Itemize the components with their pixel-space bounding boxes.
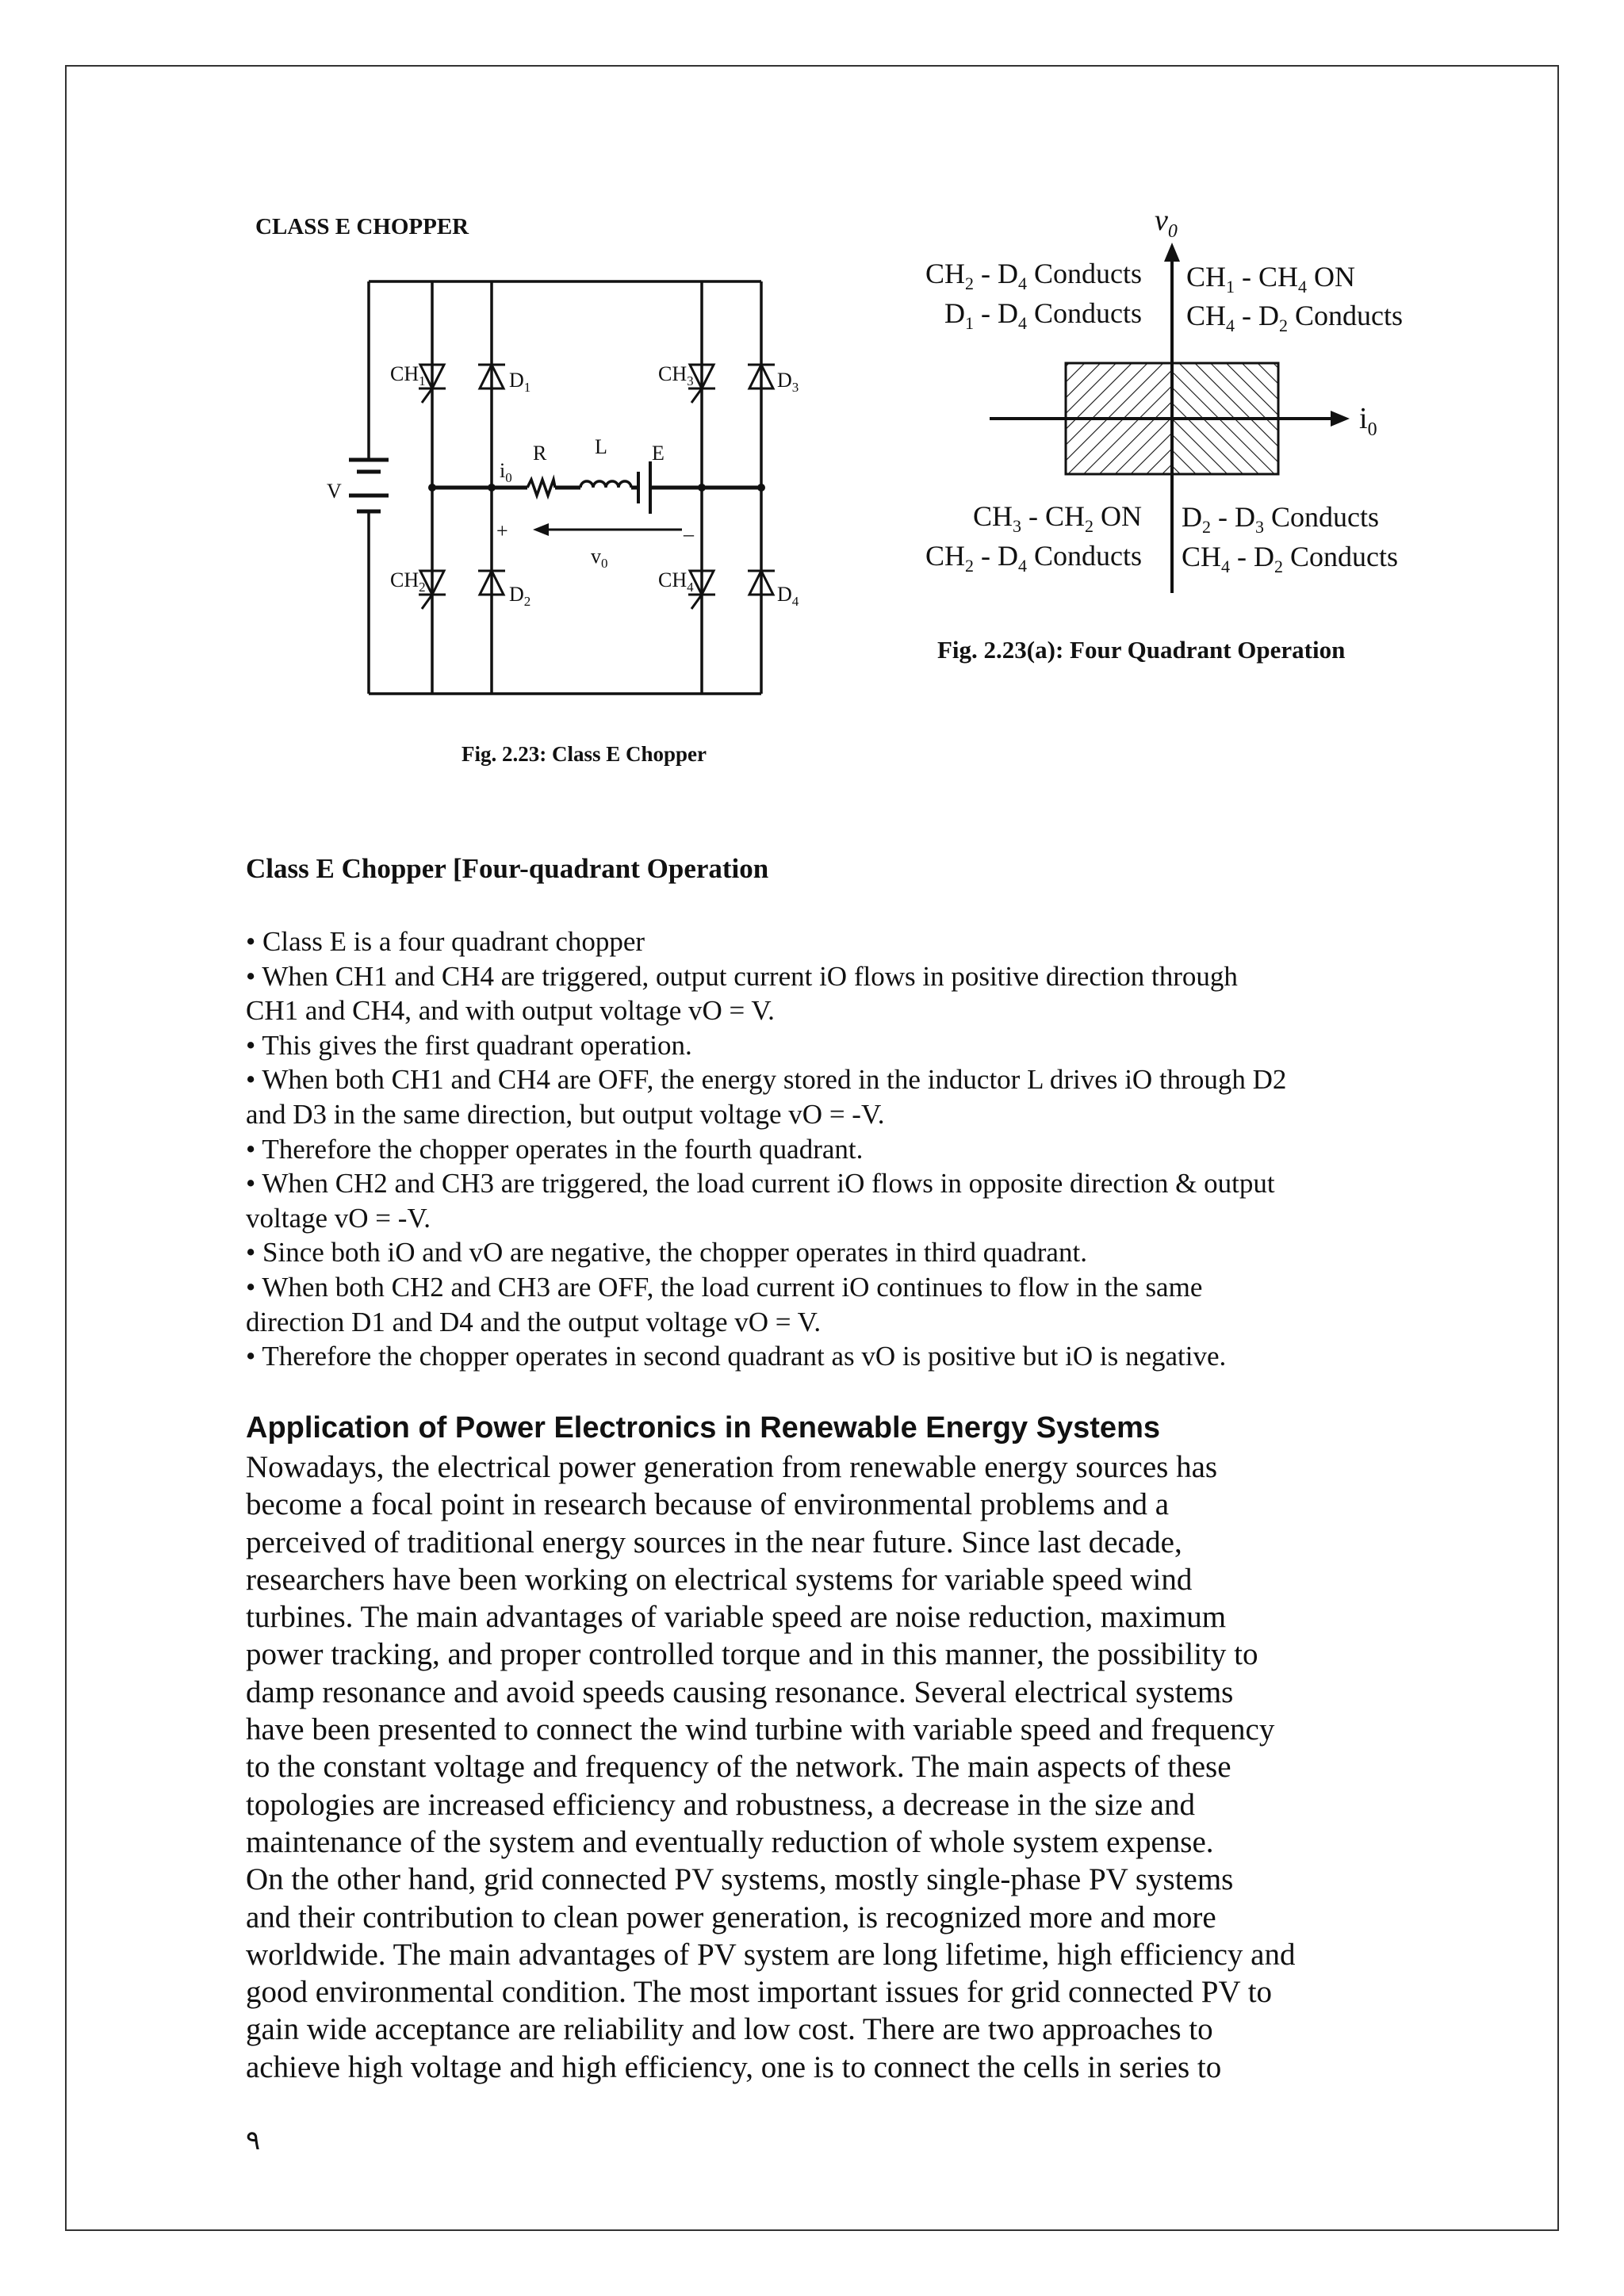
label-ch2: CH [390,568,419,591]
bullet-line: • When both CH2 and CH3 are OFF, the load current iO continues to flow in the same [246,1271,1203,1303]
paragraph-line: damp resonance and avoid speeds causing resonance. Several electrical systems [246,1674,1234,1709]
label-ch4: CH [658,568,688,591]
label-ch1-sub: 1 [419,373,426,388]
paragraph-line: good environmental condition. The most important issues for grid connected PV to [246,1975,1273,2010]
paragraph-line: to the constant voltage and frequency of the network. The main aspects of these [246,1750,1231,1785]
label-ch4-sub: 4 [687,580,694,595]
svg-text:v0 [1155,204,1178,242]
label-ch1: CH [390,362,419,385]
label-d1-sub: 1 [523,380,531,395]
svg-text:D1 [509,369,530,395]
bullet-list [246,924,1388,1374]
label-r: R [533,442,547,465]
bullet-line: • Since both iO and vO are negative, the chopper operates in third quadrant. [246,1237,1087,1269]
svg-text:D4 [777,583,799,609]
paragraph-line: topologies are increased efficiency and robustness, a decrease in the size and [246,1787,1195,1822]
bullet-line: and D3 in the same direction, but output voltage vO = -V. [246,1098,885,1130]
paragraph-line: have been presented to connect the wind turbine with variable speed and frequency [246,1712,1275,1747]
application-paragraph [246,1448,1396,2086]
axis-y-label: v [1155,204,1168,237]
q2-line2: $D_1 - D_4$ Conducts [944,297,1142,333]
paragraph-line: researchers have been working on electrical systems for variable speed wind [246,1562,1193,1597]
label-vo-sub: 0 [601,556,608,571]
circuit-title: CLASS E CHOPPER [255,214,469,239]
label-v: V [327,480,342,503]
y-axis-arrow [1164,243,1180,262]
bullet-line: • Class E is a four quadrant chopper [246,926,645,957]
x-axis-arrow [1331,411,1350,427]
q1-line2: $CH_4 - D_2$ Conducts [1186,300,1404,335]
bullet-line: • When both CH1 and CH4 are OFF, the energy stored in the inductor L drives iO through D2 [246,1064,1287,1096]
label-io-sub: 0 [505,470,512,485]
paragraph-line: worldwide. The main advantages of PV system are long lifetime, high efficiency and [246,1937,1296,1972]
paragraph-line: perceived of traditional energy sources in the near future. Since last decade, [246,1525,1182,1559]
circuit-caption: Fig. 2.23: Class E Chopper [462,742,707,766]
paragraph-line: achieve high voltage and high efficiency, one is to connect the cells in series to [246,2049,1222,2084]
svg-text:v0 [591,545,608,571]
svg-text:i0 [1359,402,1377,440]
axis-y-sub: 0 [1167,221,1178,242]
svg-text:CH4 [658,568,694,595]
axis-x-sub: 0 [1367,419,1377,440]
label-d3: D [777,369,792,392]
paragraph-line: On the other hand, grid connected PV systems, mostly single-phase PV systems [246,1862,1234,1897]
label-minus: – [684,522,694,545]
section-heading: Class E Chopper [Four-quadrant Operation [246,853,769,884]
bullet-line: direction D1 and D4 and the output voltage vO = V. [246,1306,822,1337]
svg-text:CH3 [658,362,694,388]
label-io: i [500,459,506,482]
paragraph-line: become a focal point in research because of environmental problems and a [246,1487,1170,1522]
bullet-line: • This gives the first quadrant operation. [246,1029,692,1061]
bullet-line: • Therefore the chopper operates in second quadrant as vO is positive but iO is negative. [246,1341,1227,1372]
four-quadrant-operation-figure [872,198,1475,690]
label-plus: + [496,519,508,542]
label-d3-sub: 3 [791,380,799,395]
bullet-line: • When CH2 and CH3 are triggered, the load current iO flows in opposite direction & output [246,1168,1275,1200]
bullet-line: CH1 and CH4, and with output voltage vO = V. [246,995,775,1027]
q4-line2: $CH_4 - D_2$ Conducts [1182,541,1399,576]
paragraph-line: power tracking, and proper controlled torque and in this manner, the possibility to [246,1637,1258,1672]
label-d4: D [777,583,792,606]
label-l: L [595,435,607,458]
quadrant-caption: Fig. 2.23(a): Four Quadrant Operation [937,636,1346,664]
q2-line1: $CH_2 - D_4$ Conducts [925,258,1142,293]
label-e: E [652,442,665,465]
label-ch3-sub: 3 [687,373,694,388]
q4-line1: $D_2 - D_3$ Conducts [1182,501,1380,537]
bullet-line: • Therefore the chopper operates in the fourth quadrant. [246,1133,864,1165]
paragraph-line: Nowadays, the electrical power generation from renewable energy sources has [246,1450,1218,1484]
label-d4-sub: 4 [791,594,799,609]
q3-line2: $CH_2 - D_4$ Conducts [925,540,1142,576]
bullet-line: voltage vO = -V. [246,1202,431,1234]
svg-text:D2 [509,583,530,609]
application-heading: Application of Power Electronics in Renewable Energy Systems [246,1411,1160,1445]
svg-text:i0 [500,459,512,485]
paragraph-line: maintenance of the system and eventually reduction of whole system expense. [246,1824,1214,1859]
paragraph-line: turbines. The main advantages of variable speed are noise reduction, maximum [246,1600,1227,1635]
class-e-chopper-circuit-figure [238,198,841,785]
label-ch3: CH [658,362,688,385]
paragraph-line: and their contribution to clean power generation, is recognized more and more [246,1900,1216,1934]
page-number: ٩ [246,2126,261,2156]
label-d1: D [509,369,524,392]
label-ch2-sub: 2 [419,580,426,595]
vo-arrow-head [533,523,549,536]
svg-text:D3 [777,369,799,395]
paragraph-line: gain wide acceptance are reliability and low cost. There are two approaches to [246,2012,1213,2047]
bullet-line: • When CH1 and CH4 are triggered, output current iO flows in positive direction through [246,960,1238,992]
axis-x-label: i [1359,402,1368,435]
label-d2: D [509,583,524,606]
label-d2-sub: 2 [523,594,531,609]
q1-line1: $CH_1 - CH_4$ ON [1186,261,1356,297]
label-vo: v [591,545,601,568]
q3-line1: $CH_3 - CH_2$ ON [972,500,1142,536]
